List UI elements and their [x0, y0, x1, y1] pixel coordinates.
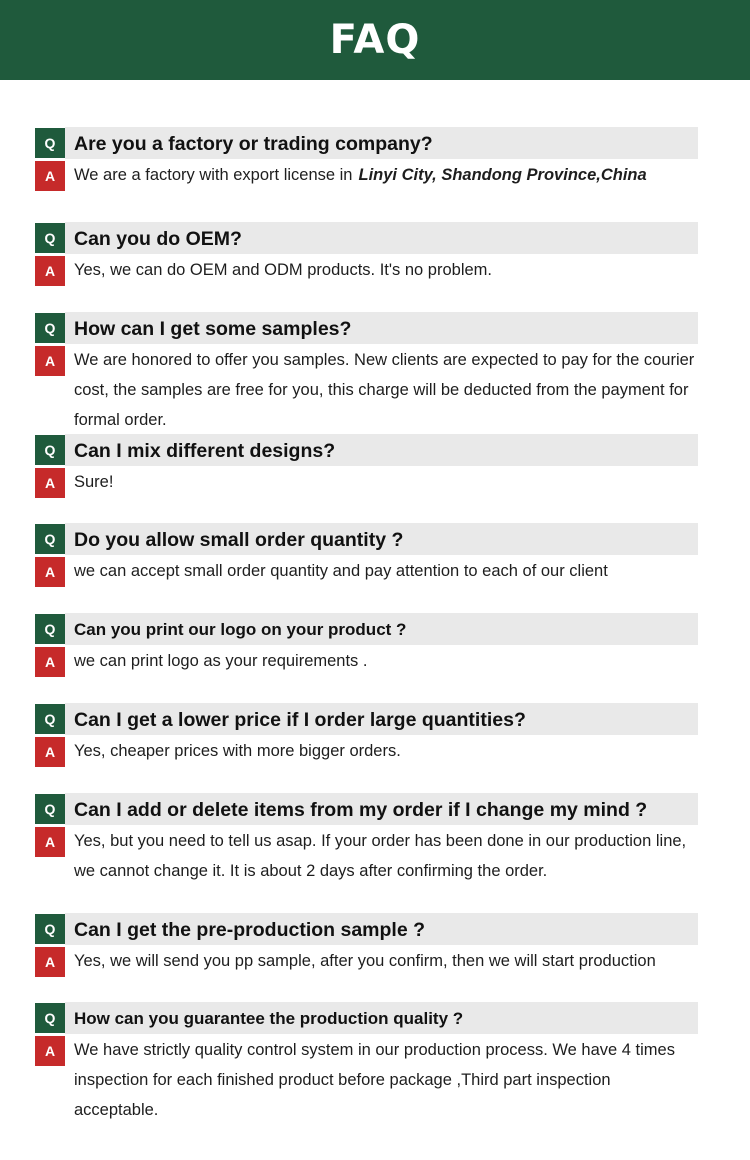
question-row: [35, 222, 698, 254]
a-badge: A: [35, 161, 65, 191]
answer-text: Yes, we will send you pp sample, after you confirm, then we will start production: [74, 952, 656, 970]
q-badge: Q: [35, 704, 65, 734]
answer-text: we can accept small order quantity and pay attention to each of our client: [74, 562, 608, 580]
answer-row: [35, 1034, 698, 1125]
question-text: Can you do OEM?: [74, 228, 242, 250]
q-badge: Q: [35, 794, 65, 824]
faq-item: [35, 793, 698, 886]
answer-row: [35, 945, 698, 976]
question-row: [35, 613, 698, 645]
answer-text: We have strictly quality control system in our production process. We have 4 times inspection for each finished product before package ,Third part inspection acceptable.: [74, 1041, 675, 1119]
a-badge: A: [35, 737, 65, 767]
answer-text: We are honored to offer you samples. New clients are expected to pay for the courier cost, the samples are free for you, this charge will be deducted from the payment for formal order.: [74, 351, 695, 429]
question-text: Can I get a lower price if I order large quantities?: [74, 709, 526, 731]
a-badge: A: [35, 468, 65, 498]
answer-row: [35, 645, 698, 676]
question-text: How can I get some samples?: [74, 318, 352, 340]
question-row: [35, 1002, 698, 1034]
question-text: Can I get the pre-production sample ?: [74, 919, 426, 941]
question-row: [35, 127, 698, 159]
answer-text: Yes, but you need to tell us asap. If your order has been done in our production line, we cannot change it. It is about 2 days after confirming the order.: [74, 832, 687, 880]
faq-item: [35, 613, 698, 676]
q-badge: Q: [35, 614, 65, 644]
a-badge: A: [35, 256, 65, 286]
answer-row: [35, 344, 698, 435]
q-badge: Q: [35, 914, 65, 944]
a-badge: A: [35, 557, 65, 587]
answer-text: Yes, we can do OEM and ODM products. It's no problem.: [74, 261, 492, 279]
a-badge: A: [35, 647, 65, 677]
q-badge: Q: [35, 128, 65, 158]
question-text: Do you allow small order quantity ?: [74, 529, 404, 551]
q-badge: Q: [35, 313, 65, 343]
question-text: Are you a factory or trading company?: [74, 133, 433, 155]
answer-row: [35, 159, 698, 190]
page-title: FAQ: [329, 17, 421, 63]
question-row: [35, 434, 698, 466]
question-text: Can I add or delete items from my order if I change my mind ?: [74, 799, 648, 821]
faq-item: [35, 913, 698, 976]
answer-row: [35, 254, 698, 285]
question-row: [35, 312, 698, 344]
q-badge: Q: [35, 435, 65, 465]
question-row: [35, 913, 698, 945]
a-badge: A: [35, 1036, 65, 1066]
faq-item: [35, 127, 698, 190]
faq-header: [0, 0, 750, 80]
answer-text: Sure!: [74, 473, 114, 491]
question-row: [35, 793, 698, 825]
faq-item: [35, 312, 698, 435]
q-badge: Q: [35, 223, 65, 253]
q-badge: Q: [35, 524, 65, 554]
question-text: Can I mix different designs?: [74, 440, 336, 462]
answer-main: We are a factory with export license in: [74, 166, 353, 184]
a-badge: A: [35, 346, 65, 376]
question-row: [35, 703, 698, 735]
question-row: [35, 523, 698, 555]
answer-row: [35, 555, 698, 586]
faq-item: [35, 523, 698, 586]
answer-row: [35, 735, 698, 766]
question-text: Can you print our logo on your product ?: [74, 620, 407, 639]
answer-row: [35, 466, 698, 497]
a-badge: A: [35, 827, 65, 857]
faq-item: [35, 1002, 698, 1125]
answer-text: [74, 159, 698, 190]
a-badge: A: [35, 947, 65, 977]
faq-item: [35, 703, 698, 766]
faq-item: [35, 434, 698, 497]
answer-text: Yes, cheaper prices with more bigger orders.: [74, 742, 401, 760]
faq-item: [35, 222, 698, 285]
question-text: How can you guarantee the production quality ?: [74, 1009, 464, 1028]
answer-row: [35, 825, 698, 886]
answer-text: we can print logo as your requirements .: [74, 652, 368, 670]
q-badge: Q: [35, 1003, 65, 1033]
answer-location: Linyi City, Shandong Province,China: [358, 166, 647, 184]
